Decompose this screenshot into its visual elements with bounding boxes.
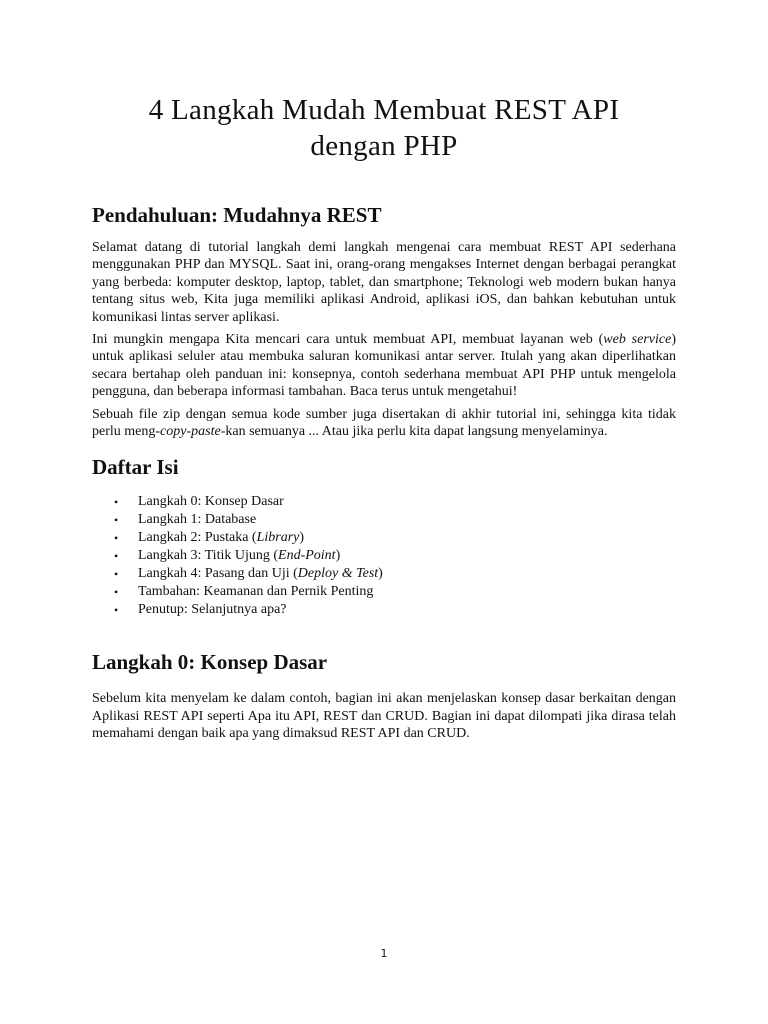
- toc-item-text: Langkah 3: Titik Ujung (: [138, 548, 279, 564]
- intro-heading: Pendahuluan: Mudahnya REST: [92, 203, 382, 227]
- toc-item-italic: End-Point: [278, 548, 336, 564]
- bullet-icon: •: [114, 603, 119, 618]
- title-line-1: 4 Langkah Mudah Membuat REST API: [148, 94, 620, 126]
- toc-item-3: [114, 547, 676, 565]
- bullet-icon: •: [114, 495, 119, 510]
- bullet-icon: •: [114, 585, 119, 600]
- toc-item-text-end: ): [378, 566, 383, 582]
- bullet-icon: •: [114, 549, 119, 564]
- toc-item-text-end: ): [299, 530, 305, 546]
- toc-item-text: Langkah 1: Database: [138, 512, 257, 528]
- intro-paragraph-2: [92, 331, 676, 401]
- intro-p3-text-a: Sebuah file zip dengan semua kode sumber juga disertakan di akhir tutorial ini, sehingga kita tidak perlu meng-: [92, 406, 676, 440]
- toc-item-1: [114, 511, 676, 529]
- toc-list: [92, 493, 676, 619]
- bullet-icon: •: [114, 531, 119, 546]
- toc-item-italic: Deploy & Test: [297, 566, 379, 582]
- toc-item-6: [114, 601, 676, 619]
- toc-item-text: Langkah 0: Konsep Dasar: [138, 494, 284, 510]
- step0-paragraph: Sebelum kita menyelam ke dalam contoh, bagian ini akan menjelaskan konsep dasar berkaitan dengan Aplikasi REST API seperti Apa itu API, REST dan CRUD. Bagian ini dapat dilompati jika dirasa telah memahami dengan baik apa yang dimaksud REST API dan CRUD.: [92, 691, 676, 742]
- title-line-2: dengan PHP: [310, 130, 458, 162]
- toc-item-italic: Library: [256, 530, 300, 546]
- toc-item-0: [114, 493, 676, 511]
- toc-item-4: [114, 565, 676, 583]
- step0-heading: Langkah 0: Konsep Dasar: [92, 650, 328, 675]
- toc-item-5: [114, 583, 676, 601]
- bullet-icon: •: [114, 567, 119, 582]
- toc-item-text-end: ): [335, 548, 341, 564]
- intro-p3-text-b: -kan semuanya ... Atau jika perlu kita dapat langsung menyelaminya.: [220, 424, 608, 440]
- intro-p2-italic: web service: [603, 332, 672, 348]
- page-content: [92, 92, 676, 743]
- document-title: [92, 92, 676, 164]
- intro-paragraph-3: [92, 406, 676, 441]
- intro-p2-text-b: ) untuk aplikasi seluler atau membuka saluran komunikasi antar server. Itulah yang akan diperlihatkan secara bertahap oleh panduan ini: konsepnya, contoh sederhana membuat API PHP untuk mengelola pengguna, dan beberapa informasi tambahan. Baca terus untuk mengetahui!: [92, 332, 676, 400]
- toc-item-2: [114, 529, 676, 547]
- toc-item-text: Langkah 2: Pustaka (: [138, 530, 257, 546]
- intro-p2-text-a: Ini mungkin mengapa Kita mencari cara untuk membuat API, membuat layanan web (: [92, 332, 604, 348]
- bullet-icon: •: [114, 513, 119, 528]
- toc-item-text: Penutup: Selanjutnya apa?: [138, 602, 287, 618]
- intro-p3-italic: copy-paste: [160, 424, 221, 440]
- intro-paragraph-1: Selamat datang di tutorial langkah demi langkah mengenai cara membuat REST API sederhana menggunakan PHP dan MYSQL. Saat ini, orang-orang mengakses Internet dengan berbagai perangkat yang berbeda: komputer desktop, laptop, tablet, dan smartphone; Teknologi web modern bukan hanya tentang situs web, Kita juga memiliki aplikasi Android, aplikasi iOS, dan bahkan kebutuhan untuk komunikasi lintas server aplikasi.: [92, 240, 676, 325]
- page-number: 1: [380, 947, 388, 960]
- toc-item-text: Langkah 4: Pasang dan Uji (: [138, 566, 298, 582]
- toc-heading: Daftar Isi: [92, 455, 179, 480]
- toc-item-text: Tambahan: Keamanan dan Pernik Penting: [138, 584, 374, 600]
